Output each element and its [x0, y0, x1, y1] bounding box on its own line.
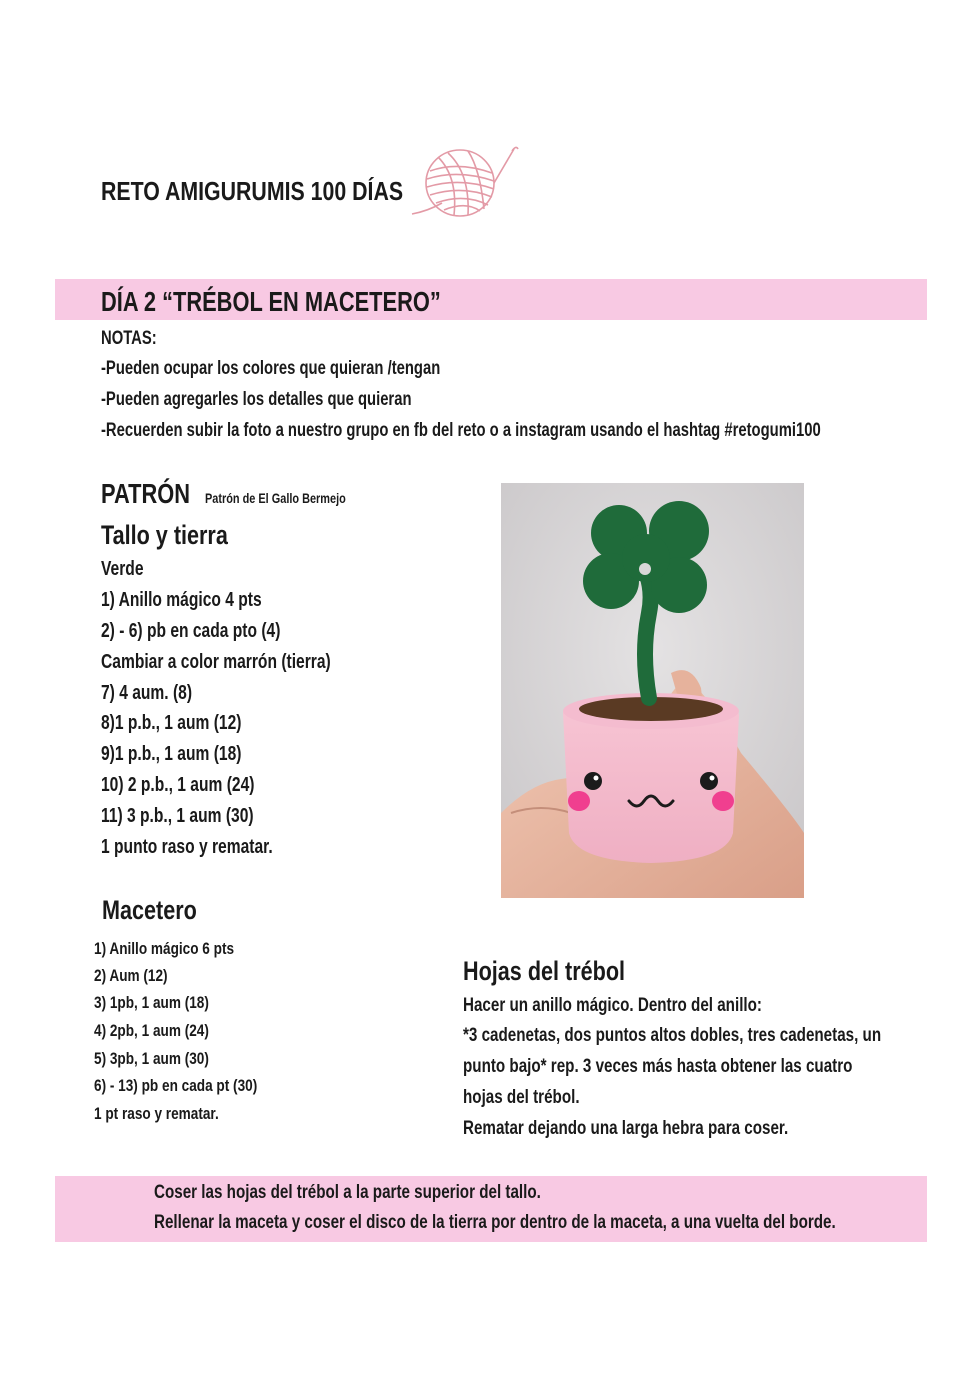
- footer-line: Coser las hojas del trébol a la parte superior del tallo.: [154, 1182, 541, 1203]
- note-item: -Pueden agregarles los detalles que quieran: [101, 389, 412, 410]
- pattern-line: Rematar dejando una larga hebra para coser.: [463, 1118, 789, 1139]
- pattern-line: 5) 3pb, 1 aum (30): [94, 1049, 209, 1068]
- pattern-line: 2) - 6) pb en cada pto (4): [101, 620, 281, 642]
- pattern-line: punto bajo* rep. 3 veces más hasta obtener las cuatro: [463, 1056, 853, 1077]
- pattern-line: 4) 2pb, 1 aum (24): [94, 1021, 209, 1040]
- note-item: -Recuerden subir la foto a nuestro grupo en fb del reto o a instagram usando el hashtag #retogumi100: [101, 420, 821, 441]
- document-title: RETO AMIGURUMIS 100 DÍAS: [101, 176, 404, 206]
- notes-heading: NOTAS:: [101, 328, 157, 349]
- pattern-title: PATRÓN: [101, 478, 190, 509]
- pattern-line: hojas del trébol.: [463, 1087, 580, 1108]
- pattern-credit: Patrón de El Gallo Bermejo: [205, 490, 346, 506]
- footer-line: Rellenar la maceta y coser el disco de la tierra por dentro de la maceta, a una vuelta del borde.: [154, 1212, 836, 1233]
- macetero-title: Macetero: [102, 895, 197, 925]
- pattern-line: 3) 1pb, 1 aum (18): [94, 993, 209, 1012]
- pattern-line: *3 cadenetas, dos puntos altos dobles, tres cadenetas, un: [463, 1025, 882, 1046]
- pattern-line: 2) Aum (12): [94, 966, 168, 985]
- pattern-line: 1) Anillo mágico 4 pts: [101, 589, 262, 611]
- pattern-line: Cambiar a color marrón (tierra): [101, 651, 331, 673]
- pattern-line: 10) 2 p.b., 1 aum (24): [101, 774, 255, 796]
- pattern-line: 7) 4 aum. (8): [101, 682, 193, 704]
- pattern-line: 1) Anillo mágico 6 pts: [94, 939, 235, 958]
- pattern-line: 1 pt raso y rematar.: [94, 1104, 219, 1123]
- yarn-ball-hook-icon: [408, 143, 523, 223]
- pattern-line: Verde: [101, 558, 144, 580]
- pattern-line: Hacer un anillo mágico. Dentro del anillo:: [463, 995, 762, 1016]
- hojas-title: Hojas del trébol: [463, 956, 626, 986]
- note-item: -Pueden ocupar los colores que quieran /tengan: [101, 358, 441, 379]
- pattern-line: 1 punto raso y rematar.: [101, 836, 273, 858]
- pattern-line: 8)1 p.b., 1 aum (12): [101, 712, 242, 734]
- pattern-line: 6) - 13) pb en cada pt (30): [94, 1076, 258, 1095]
- day-title: DÍA 2 “TRÉBOL EN MACETERO”: [101, 286, 441, 317]
- pattern-line: 11) 3 p.b., 1 aum (30): [101, 805, 254, 827]
- amigurumi-photo: [501, 483, 804, 898]
- pattern-line: 9)1 p.b., 1 aum (18): [101, 743, 242, 765]
- tallo-title: Tallo y tierra: [101, 520, 228, 550]
